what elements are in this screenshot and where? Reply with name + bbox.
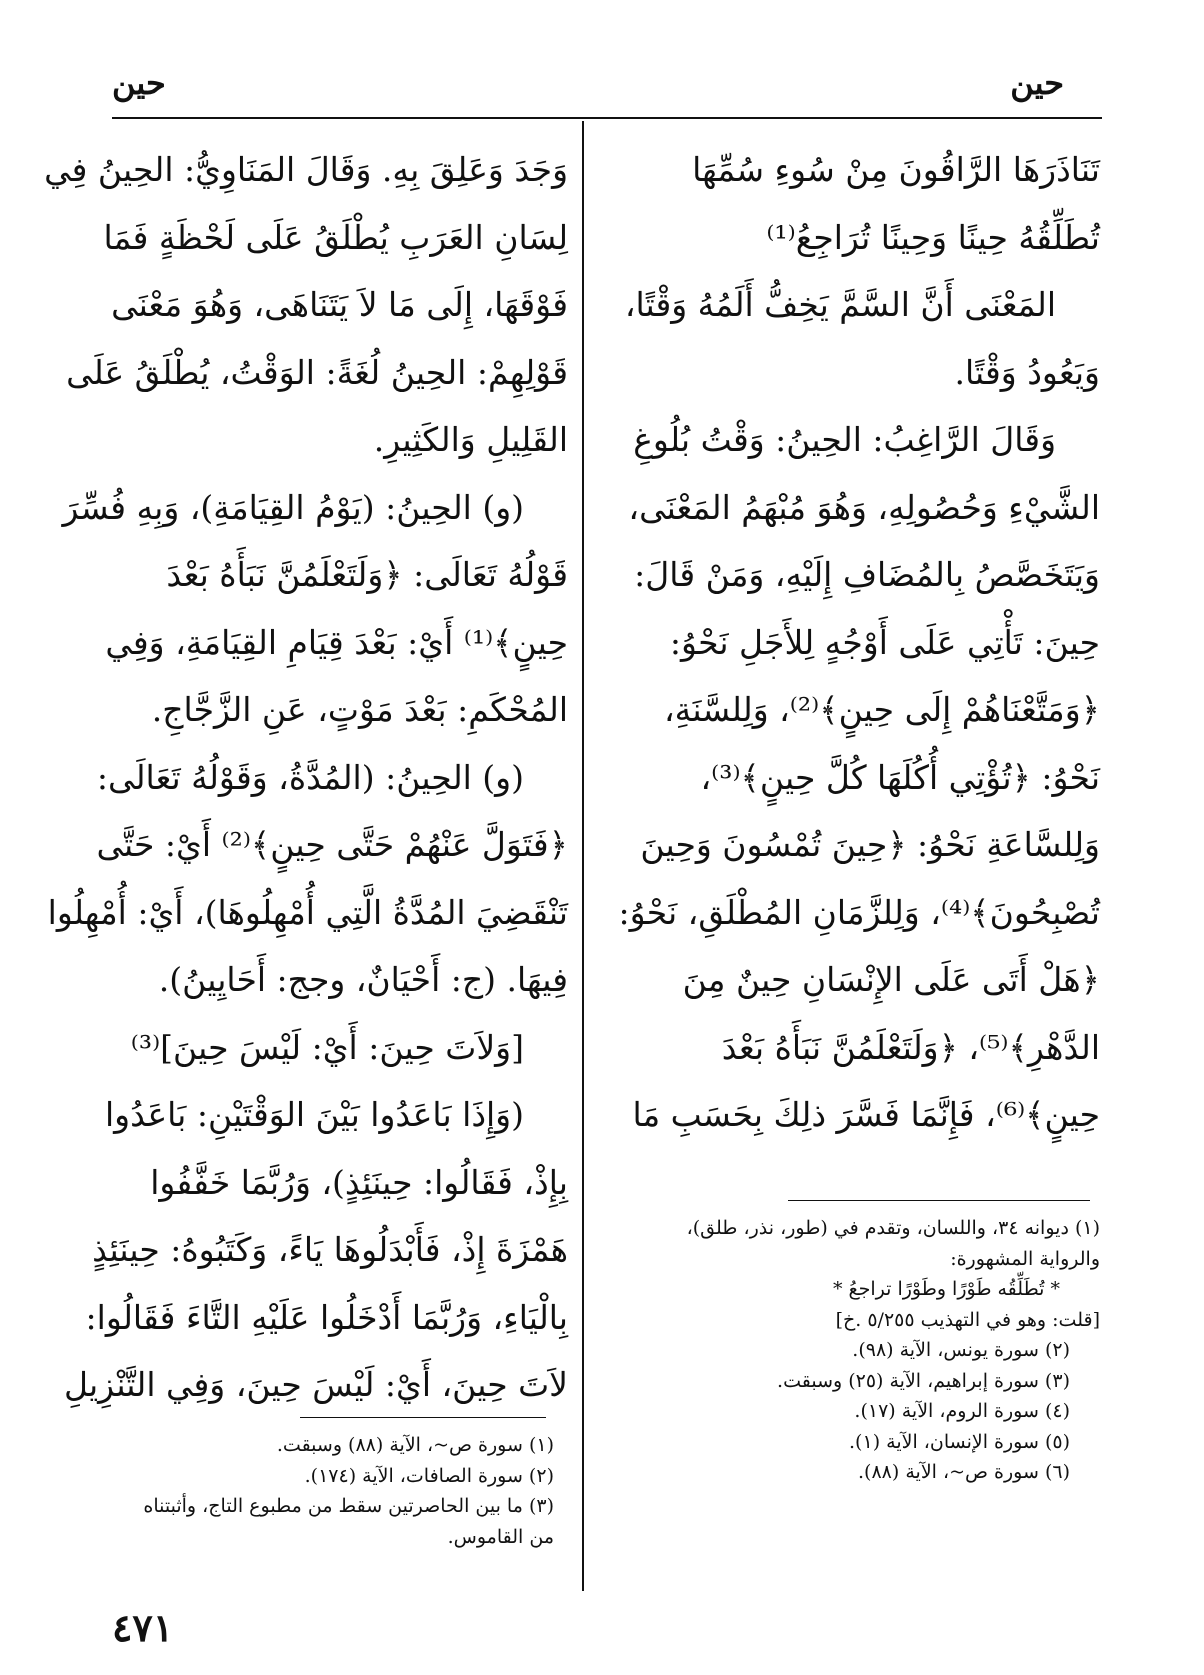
footnote-line: (٣) سورة إبراهيم، الآية (٢٥) وسبقت. — [777, 1369, 1070, 1392]
text-line: لِسَانِ العَرَبِ يُطْلَقُ عَلَى لَحْظَةٍ فَمَا — [103, 217, 568, 257]
verse-line: تُطَلِّقُهُ حِينًا وَحِينًا تُرَاجِعُ⁽¹⁾ — [766, 217, 1100, 257]
column-divider — [582, 121, 584, 1591]
text-line: وَقَالَ الرَّاغِبُ: الحِينُ: وَقْتُ بُلُوغِ — [633, 420, 1056, 459]
text-line: (وَإِذَا بَاعَدُوا بَيْنَ الوَقْتَيْنِ: بَاعَدُوا — [105, 1095, 524, 1134]
footnote-line: (٣) ما بين الحاصرتين سقط من مطبوع التاج، وأثبتناه — [143, 1495, 554, 1517]
text-line: بِإِذْ، فَقَالُوا: حِينَئِذٍ)، وَرُبَّمَا خَفَّفُوا — [150, 1162, 568, 1202]
text-line: تُصْبِحُونَ﴾⁽⁴⁾، وَلِلزَّمَانِ المُطْلَقِ، نَحْوُ: — [618, 892, 1100, 932]
text-line: الدَّهْرِ﴾⁽⁵⁾، ﴿وَلَتَعْلَمُنَّ نَبَأَهُ بَعْدَ — [721, 1027, 1100, 1067]
footnote-line: (٢) سورة الصافات، الآية (١٧٤). — [304, 1464, 554, 1487]
text-line: (و) الحِينُ: (المُدَّةُ، وَقَوْلُهُ تَعَالَى: — [96, 757, 524, 797]
text-line: وَيَعُودُ وَقْتًا. — [954, 352, 1100, 392]
text-line: تَنَاذَرَهَا الرَّاقُونَ مِنْ سُوءِ سُمِّهَا — [692, 150, 1100, 189]
footnote-line: (٦) سورة ص~، الآية (٨٨). — [858, 1461, 1070, 1483]
text-line: فَوْقَهَا، إِلَى مَا لاَ يَتَنَاهَى، وَهُوَ مَعْنَى — [111, 285, 568, 324]
left-text-column — [44, 136, 568, 1419]
page-number: ٤٧١ — [112, 1605, 174, 1650]
footnote-line: (١) سورة ص~، الآية (٨٨) وسبقت. — [276, 1434, 554, 1456]
text-line: حِينٍ﴾⁽⁶⁾، فَإِنَّمَا فَسَّرَ ذلِكَ بِحَسَبِ مَا — [632, 1095, 1100, 1134]
text-line: فِيهَا. (ج: أَحْيَانٌ، وجج: أَحَايِينُ). — [158, 960, 568, 999]
running-header-left: حين — [112, 64, 166, 102]
footnote-line: والرواية المشهورة: — [950, 1247, 1100, 1270]
footnote-line: (٢) سورة يونس، الآية (٩٨). — [852, 1339, 1070, 1361]
right-text-column — [616, 136, 1100, 1149]
text-line: تَنْقَضِيَ المُدَّةُ الَّتِي أُمْهِلُوهَا)، أَيْ: أُمْهِلُوا — [47, 892, 568, 932]
text-line: بِالْيَاءِ، وَرُبَّمَا أَدْخَلُوا عَلَيْهِ التَّاءَ فَقَالُوا: — [85, 1297, 568, 1337]
text-line: حِينَ: تَأْتِي عَلَى أَوْجُهٍ لِلأَجَلِ نَحْوُ: — [669, 622, 1100, 662]
header-rule — [112, 117, 1102, 119]
text-line: هَمْزَةَ إِذْ، فَأَبْدَلُوهَا يَاءً، وَكَتَبُوهُ: حِينَئِذٍ — [92, 1230, 568, 1269]
footnote-line: (٤) سورة الروم، الآية (١٧). — [854, 1400, 1070, 1422]
footnote-rule-right — [788, 1200, 1090, 1201]
text-line: المُحْكَمِ: بَعْدَ مَوْتٍ، عَنِ الزَّجَّاجِ. — [151, 690, 568, 729]
text-line: الشَّيْءِ وَحُصُولِهِ، وَهُوَ مُبْهَمُ المَعْنَى، — [628, 487, 1100, 527]
footnote-line: (١) ديوانه ٣٤، واللسان، وتقدم في (طور، نذر، طلق)، — [686, 1217, 1100, 1239]
footnotes-right — [616, 1213, 1100, 1488]
running-header-right: حين — [1010, 64, 1064, 102]
text-line: حِينٍ﴾⁽¹⁾ أَيْ: بَعْدَ قِيَامِ القِيَامَةِ، وَفِي — [105, 622, 568, 662]
footnote-line: [قلت: وهو في التهذيب ٥/٢٥٥ .خ] — [835, 1308, 1100, 1331]
text-line: وَلِلسَّاعَةِ نَحْوُ: ﴿حِينَ تُمْسُونَ وَحِينَ — [640, 825, 1100, 864]
footnote-line: من القاموس. — [447, 1525, 554, 1548]
text-line: (و) الحِينُ: (يَوْمُ القِيَامَةِ)، وَبِهِ فُسِّرَ — [62, 487, 524, 527]
text-line: نَحْوُ: ﴿تُؤْتِي أُكُلَهَا كُلَّ حِينٍ﴾⁽³⁾، — [700, 757, 1100, 797]
text-line: ﴿فَتَوَلَّ عَنْهُمْ حَتَّى حِينٍ﴾⁽²⁾ أَيْ: حَتَّى — [96, 825, 568, 864]
text-line: المَعْنَى أَنَّ السَّمَّ يَخِفُّ أَلَمُهُ وَقْتًا، — [624, 285, 1056, 324]
footnote-rule-left — [300, 1417, 546, 1418]
footnotes-left — [112, 1430, 554, 1552]
text-line: وَيَتَخَصَّصُ بِالمُضَافِ إِلَيْهِ، وَمَنْ قَالَ: — [634, 555, 1100, 594]
text-line: القَلِيلِ وَالكَثِيرِ. — [373, 420, 568, 459]
text-line: ﴿وَمَتَّعْنَاهُمْ إِلَى حِينٍ﴾⁽²⁾، وَلِلسَّنَةِ، — [664, 690, 1100, 729]
text-line: وَجَدَ وَعَلِقَ بِهِ. وَقَالَ المَنَاوِيُّ: الحِينُ فِي — [44, 150, 568, 189]
footnote-line: (٥) سورة الإنسان، الآية (١). — [849, 1430, 1070, 1453]
text-line: قَوْلِهِمْ: الحِينُ لُغَةً: الوَقْتُ، يُطْلَقُ عَلَى — [66, 352, 568, 392]
footnote-verse: * تُطَلِّقُه طَوْرًا وطَوْرًا تراجعُ * — [832, 1278, 1060, 1300]
text-line: [وَلاَتَ حِينَ: أَيْ: لَيْسَ حِينَ]⁽³⁾ — [130, 1027, 524, 1067]
text-line: قَوْلُهُ تَعَالَى: ﴿وَلَتَعْلَمُنَّ نَبَأَهُ بَعْدَ — [166, 555, 568, 594]
text-line: ﴿هَلْ أَتَى عَلَى الإِنْسَانِ حِينٌ مِنَ — [682, 960, 1100, 999]
text-line: لاَتَ حِينَ، أَيْ: لَيْسَ حِينَ، وَفِي التَّنْزِيلِ — [63, 1365, 568, 1404]
